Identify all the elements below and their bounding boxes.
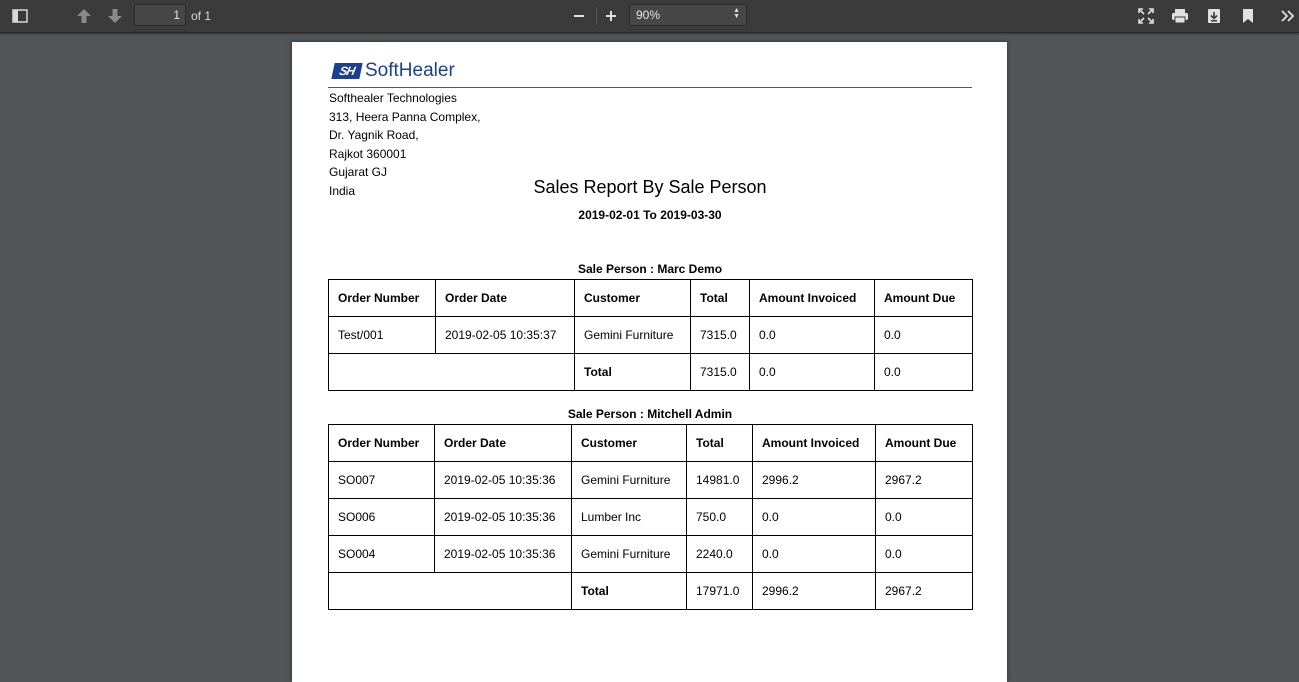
total-invoiced: 0.0	[750, 354, 875, 391]
cell-order-number: SO007	[329, 462, 435, 499]
cell-customer: Gemini Furniture	[572, 536, 687, 573]
printer-icon[interactable]	[1168, 4, 1192, 28]
table-row	[329, 462, 973, 499]
page-count-label: of 1	[191, 9, 212, 23]
cell-order-number: SO006	[329, 499, 435, 536]
page-number-input[interactable]	[134, 4, 186, 26]
table-header-row	[329, 425, 973, 462]
cell-amount-invoiced: 2996.2	[753, 462, 876, 499]
total-invoiced: 2996.2	[753, 573, 876, 610]
zoom-select[interactable]	[629, 4, 747, 26]
pdf-page	[292, 42, 1007, 682]
cell-total: 7315.0	[691, 317, 750, 354]
cell-total: 750.0	[687, 499, 753, 536]
table-row	[329, 317, 973, 354]
cell-order-date: 2019-02-05 10:35:37	[436, 317, 575, 354]
cell-customer: Gemini Furniture	[575, 317, 691, 354]
logo-mark: SH	[331, 63, 362, 79]
total-row	[329, 354, 973, 391]
total-sum: 7315.0	[691, 354, 750, 391]
cell-order-date: 2019-02-05 10:35:36	[435, 499, 572, 536]
sales-table	[328, 279, 973, 391]
bookmark-icon[interactable]	[1236, 4, 1260, 28]
address-line: Gujarat GJ	[329, 165, 388, 180]
arrow-down-icon[interactable]	[103, 4, 127, 28]
address-line: Rajkot 360001	[329, 146, 407, 161]
cell-total: 14981.0	[687, 462, 753, 499]
double-chevron-right-icon[interactable]	[1276, 4, 1299, 28]
total-due: 2967.2	[876, 573, 973, 610]
minus-icon[interactable]	[567, 4, 591, 28]
cell-customer: Lumber Inc	[572, 499, 687, 536]
column-header: Order Date	[436, 280, 575, 317]
sidebar-toggle-icon[interactable]	[8, 4, 32, 28]
address-line: Softhealer Technologies	[329, 91, 457, 105]
cell-order-date: 2019-02-05 10:35:36	[435, 462, 572, 499]
column-header: Order Number	[329, 280, 436, 317]
cell-order-number: SO004	[329, 536, 435, 573]
cell-total: 2240.0	[687, 536, 753, 573]
cell-amount-invoiced: 0.0	[750, 317, 875, 354]
plus-icon[interactable]	[599, 4, 623, 28]
cell-amount-due: 0.0	[875, 317, 973, 354]
header-divider	[328, 87, 972, 88]
report-date-range: 2019-02-01 To 2019-03-30	[578, 208, 722, 222]
cell-customer: Gemini Furniture	[572, 462, 687, 499]
pdf-toolbar	[0, 0, 1299, 33]
column-header: Order Date	[435, 425, 572, 462]
arrow-up-icon[interactable]	[72, 4, 96, 28]
logo-text: SoftHealer	[365, 60, 455, 81]
zoom-value: 90%	[636, 8, 661, 22]
company-logo	[333, 61, 455, 81]
section-heading: Sale Person : Mitchell Admin	[567, 407, 733, 421]
cell-amount-due: 2967.2	[876, 462, 973, 499]
column-header: Total	[687, 425, 753, 462]
table-header-row	[329, 280, 973, 317]
table-row	[329, 536, 973, 573]
total-row	[329, 573, 973, 610]
column-header: Amount Invoiced	[750, 280, 875, 317]
select-arrows-icon: ▲ ▼	[733, 7, 740, 20]
download-icon[interactable]	[1202, 4, 1226, 28]
address-line: Dr. Yagnik Road,	[329, 128, 419, 143]
table-row	[329, 499, 973, 536]
cell-order-number: Test/001	[329, 317, 436, 354]
cell-amount-invoiced: 0.0	[753, 499, 876, 536]
cell-amount-due: 0.0	[876, 536, 973, 573]
column-header: Customer	[575, 280, 691, 317]
blank-cell	[329, 573, 572, 610]
column-header: Customer	[572, 425, 687, 462]
column-header: Total	[691, 280, 750, 317]
address-line: 313, Heera Panna Complex,	[329, 109, 481, 124]
sales-table	[328, 424, 973, 610]
blank-cell	[329, 354, 575, 391]
column-header: Amount Invoiced	[753, 425, 876, 462]
address-line: India	[329, 183, 356, 198]
report-title: Sales Report By Sale Person	[533, 177, 767, 197]
total-due: 0.0	[875, 354, 973, 391]
column-header: Order Number	[329, 425, 435, 462]
cell-amount-due: 0.0	[876, 499, 973, 536]
cell-order-date: 2019-02-05 10:35:36	[435, 536, 572, 573]
toolbar-separator	[596, 7, 597, 25]
total-label: Total	[572, 573, 687, 610]
cell-amount-invoiced: 0.0	[753, 536, 876, 573]
column-header: Amount Due	[876, 425, 973, 462]
column-header: Amount Due	[875, 280, 973, 317]
total-label: Total	[575, 354, 691, 391]
section-heading: Sale Person : Marc Demo	[577, 262, 723, 276]
total-sum: 17971.0	[687, 573, 753, 610]
fullscreen-icon[interactable]	[1134, 4, 1158, 28]
